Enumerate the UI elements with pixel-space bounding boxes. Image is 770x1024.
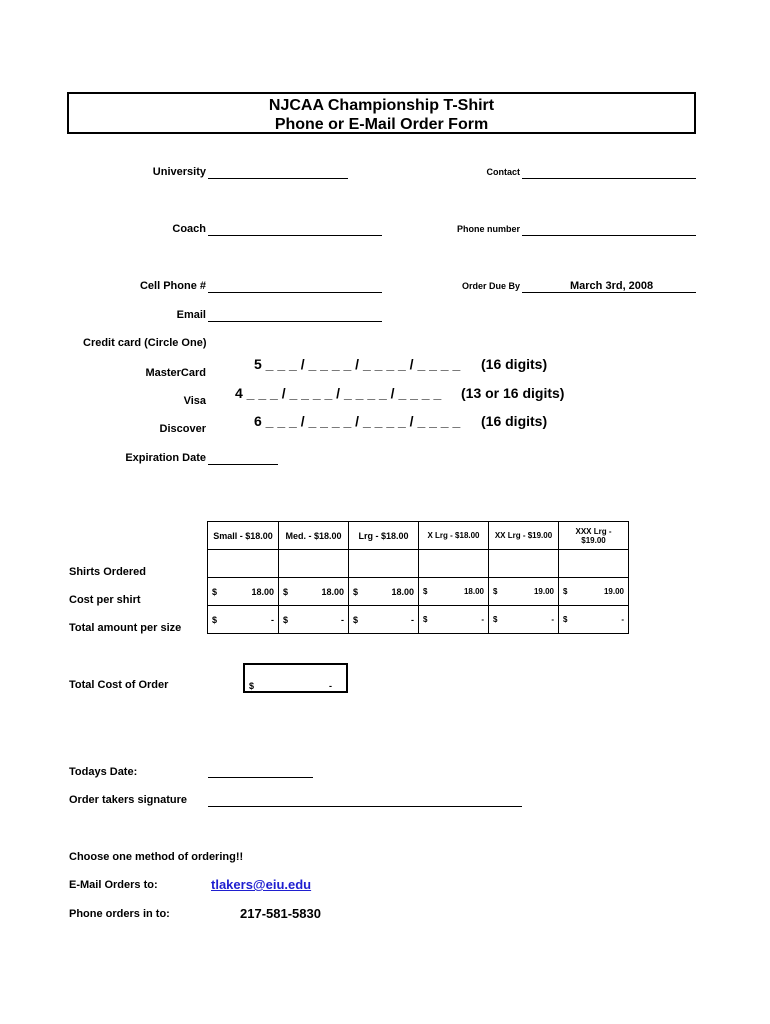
email-field[interactable] bbox=[208, 321, 382, 322]
coach-label: Coach bbox=[172, 223, 206, 235]
total-cell: $ - bbox=[559, 606, 629, 634]
title-line-1: NJCAA Championship T-Shirt bbox=[268, 97, 495, 114]
card-name-mastercard: MasterCard bbox=[145, 367, 206, 379]
header-x-large: X Lrg - $18.00 bbox=[419, 522, 489, 550]
visa-number-pattern[interactable]: 4 _ _ _ / _ _ _ _ / _ _ _ _ / _ _ _ _ bbox=[235, 385, 442, 401]
total-cell: $ - bbox=[489, 606, 559, 634]
university-label: University bbox=[152, 166, 206, 178]
credit-card-label: Credit card (Circle One) bbox=[83, 337, 207, 349]
header-xx-large: XX Lrg - $19.00 bbox=[489, 522, 559, 550]
phone-orders-number: 217-581-5830 bbox=[240, 906, 321, 921]
total-cell: $ - bbox=[208, 606, 279, 634]
email-label: Email bbox=[176, 309, 206, 321]
total-per-size-row bbox=[208, 606, 629, 634]
order-due-value: March 3rd, 2008 bbox=[570, 280, 654, 292]
phone-orders-label: Phone orders in to: bbox=[69, 908, 170, 920]
choose-method-text: Choose one method of ordering!! bbox=[69, 851, 244, 863]
shirts-ordered-label: Shirts Ordered bbox=[69, 566, 147, 578]
header-large: Lrg - $18.00 bbox=[349, 522, 419, 550]
todays-date-label: Todays Date: bbox=[69, 766, 138, 778]
total-value: - bbox=[329, 681, 332, 691]
signature-field[interactable] bbox=[208, 806, 522, 807]
phone-number-field[interactable] bbox=[522, 235, 696, 236]
card-name-discover: Discover bbox=[159, 423, 206, 435]
qty-medium-cell[interactable] bbox=[279, 550, 349, 578]
email-orders-label: E-Mail Orders to: bbox=[69, 879, 158, 891]
qty-large-cell[interactable] bbox=[349, 550, 419, 578]
email-orders-link[interactable]: tlakers@eiu.edu bbox=[211, 877, 312, 892]
expiration-label: Expiration Date bbox=[125, 452, 206, 464]
cost-cell: $ 18.00 bbox=[419, 578, 489, 606]
total-cell: $ - bbox=[419, 606, 489, 634]
cost-cell: $ 18.00 bbox=[208, 578, 279, 606]
shirt-order-table bbox=[207, 521, 629, 634]
title-line-2: Phone or E-Mail Order Form bbox=[274, 116, 489, 133]
total-cost-label: Total Cost of Order bbox=[69, 679, 169, 691]
table-header-row bbox=[208, 522, 629, 550]
cell-phone-label: Cell Phone # bbox=[139, 280, 206, 292]
order-due-field[interactable] bbox=[522, 292, 696, 293]
qty-x-large-cell[interactable] bbox=[419, 550, 489, 578]
total-currency: $ bbox=[249, 681, 255, 691]
qty-xxx-large-cell[interactable] bbox=[559, 550, 629, 578]
qty-xx-large-cell[interactable] bbox=[489, 550, 559, 578]
signature-label: Order takers signature bbox=[69, 794, 187, 806]
header-small: Small - $18.00 bbox=[208, 522, 279, 550]
expiration-field[interactable] bbox=[208, 464, 278, 465]
todays-date-field[interactable] bbox=[208, 777, 313, 778]
header-medium: Med. - $18.00 bbox=[279, 522, 349, 550]
order-due-label: Order Due By bbox=[461, 281, 520, 291]
total-cell: $ - bbox=[349, 606, 419, 634]
qty-small-cell[interactable] bbox=[208, 550, 279, 578]
cost-cell: $ 19.00 bbox=[489, 578, 559, 606]
form-title bbox=[67, 92, 696, 134]
cost-per-shirt-label: Cost per shirt bbox=[69, 594, 141, 606]
cost-cell: $ 18.00 bbox=[279, 578, 349, 606]
discover-digits: (16 digits) bbox=[481, 413, 548, 429]
mastercard-number-pattern[interactable]: 5 _ _ _ / _ _ _ _ / _ _ _ _ / _ _ _ _ bbox=[254, 356, 461, 372]
university-field[interactable] bbox=[208, 178, 348, 179]
phone-number-label: Phone number bbox=[456, 224, 520, 234]
total-cost-box bbox=[243, 663, 348, 693]
card-name-visa: Visa bbox=[183, 395, 206, 407]
cost-per-shirt-row bbox=[208, 578, 629, 606]
cost-cell: $ 19.00 bbox=[559, 578, 629, 606]
shirts-ordered-row bbox=[208, 550, 629, 578]
discover-number-pattern[interactable]: 6 _ _ _ / _ _ _ _ / _ _ _ _ / _ _ _ _ bbox=[254, 413, 461, 429]
contact-field[interactable] bbox=[522, 178, 696, 179]
coach-field[interactable] bbox=[208, 235, 382, 236]
contact-label: Contact bbox=[486, 167, 520, 177]
mastercard-digits: (16 digits) bbox=[481, 356, 548, 372]
total-cell: $ - bbox=[279, 606, 349, 634]
total-per-size-label: Total amount per size bbox=[69, 622, 182, 634]
visa-digits: (13 or 16 digits) bbox=[461, 385, 565, 401]
cell-phone-field[interactable] bbox=[208, 292, 382, 293]
header-xxx-large: XXX Lrg - $19.00 bbox=[559, 522, 629, 550]
cost-cell: $ 18.00 bbox=[349, 578, 419, 606]
